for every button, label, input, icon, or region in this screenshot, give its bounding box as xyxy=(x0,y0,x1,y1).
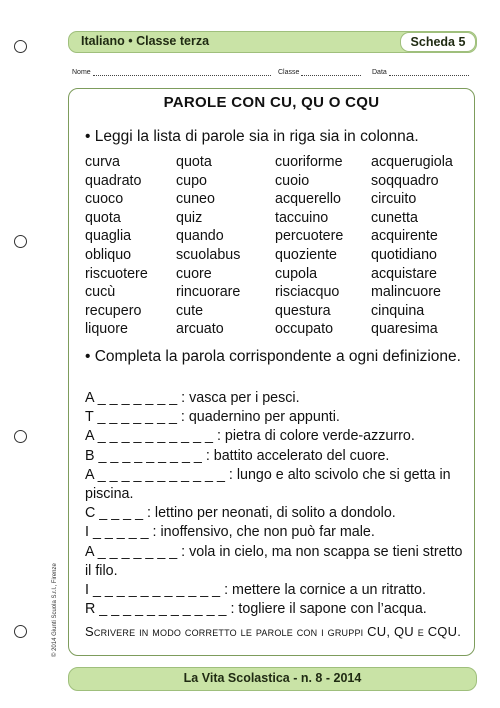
word-item: obliquo xyxy=(85,246,132,263)
word-item: taccuino xyxy=(275,209,329,226)
word-column-4 xyxy=(371,153,453,339)
word-item: cucù xyxy=(85,284,116,301)
definition-item: I _ _ _ _ _ : inoffensivo, che non può far male. xyxy=(85,524,375,541)
definition-item: C _ _ _ _ : lettino per neonati, di solito a dondolo. xyxy=(85,505,396,522)
name-field[interactable] xyxy=(72,68,271,76)
definition-item: A _ _ _ _ _ _ _ _ _ _ : pietra di colore verde-azzurro. xyxy=(85,428,415,445)
word-item: quaglia xyxy=(85,228,132,245)
word-item: quadrato xyxy=(85,172,142,189)
binder-hole xyxy=(14,40,27,53)
definition-item: I _ _ _ _ _ _ _ _ _ _ _ : mettere la cornice a un ritratto. xyxy=(85,582,426,599)
definition-item: A _ _ _ _ _ _ _ _ _ _ _ : lungo e alto scivolo che si getta in piscina. xyxy=(85,466,451,503)
class-field[interactable] xyxy=(278,68,361,76)
word-item: questura xyxy=(275,302,331,319)
word-item: acquirente xyxy=(371,228,438,245)
name-label: Nome xyxy=(72,69,91,76)
definition-item: R _ _ _ _ _ _ _ _ _ _ _ : togliere il sapone con l’acqua. xyxy=(85,601,427,618)
word-item: liquore xyxy=(85,321,128,338)
word-item: quando xyxy=(176,228,224,245)
copyright-text: © 2014 Giunti Scuola S.r.l., Firenze xyxy=(52,563,58,657)
word-item: quota xyxy=(176,154,212,170)
definitions-list xyxy=(85,389,470,619)
word-item: cuore xyxy=(176,265,212,282)
class-label: Classe xyxy=(278,69,300,76)
header-title: Italiano • Classe terza xyxy=(81,34,210,48)
word-item: cute xyxy=(176,302,204,319)
word-item: rincuorare xyxy=(176,284,241,301)
word-item: riscuotere xyxy=(85,265,148,282)
date-field[interactable] xyxy=(372,68,469,76)
word-item: acquerugiola xyxy=(371,154,453,170)
word-item: cunetta xyxy=(371,209,418,226)
word-item: curva xyxy=(85,154,120,170)
word-item: percuotere xyxy=(275,228,344,245)
definition-item: T _ _ _ _ _ _ _ : quadernino per appunti. xyxy=(85,409,340,426)
definition-item: B _ _ _ _ _ _ _ _ _ : battito accelerato del cuore. xyxy=(85,447,390,464)
word-item: acquerello xyxy=(275,191,341,208)
word-item: cuneo xyxy=(176,191,215,208)
binder-hole xyxy=(14,235,27,248)
word-item: acquistare xyxy=(371,265,437,282)
word-item: arcuato xyxy=(176,321,224,338)
sheet-number: Scheda 5 xyxy=(400,32,476,52)
word-item: malincuore xyxy=(371,284,441,301)
instruction-complete: • Completa la parola corrispondente a ogni definizione. xyxy=(85,348,461,365)
word-item: cinquina xyxy=(371,302,425,319)
word-item: scuolabus xyxy=(176,246,241,263)
binder-hole xyxy=(14,625,27,638)
definition-item: A _ _ _ _ _ _ _ : vola in cielo, ma non scappa se tieni stretto il filo. xyxy=(85,543,463,579)
word-item: cupo xyxy=(176,172,208,189)
word-item: occupato xyxy=(275,321,334,338)
word-column-3 xyxy=(275,153,343,339)
page-title: PAROLE CON CU, QU O CQU xyxy=(163,94,380,111)
word-item: cuoco xyxy=(85,191,124,208)
footer-bar: La Vita Scolastica - n. 8 - 2014 xyxy=(68,667,477,691)
word-item: recupero xyxy=(85,302,142,319)
word-item: soqquadro xyxy=(371,172,439,189)
header-bar xyxy=(68,31,477,53)
binder-hole xyxy=(14,430,27,443)
date-label: Data xyxy=(372,69,387,76)
word-item: cuoio xyxy=(275,172,310,189)
footer-note: Scrivere in modo corretto le parole con i gruppi CU, QU e CQU. xyxy=(85,624,462,639)
word-item: quota xyxy=(85,209,121,226)
word-column-1 xyxy=(85,153,148,339)
word-item: quotidiano xyxy=(371,246,437,263)
word-item: quoziente xyxy=(275,246,338,263)
word-column-2 xyxy=(176,153,240,339)
instruction-read: • Leggi la lista di parole sia in riga sia in colonna. xyxy=(85,128,419,145)
word-item: cupola xyxy=(275,265,318,282)
word-item: risciacquo xyxy=(275,284,340,301)
word-item: cuoriforme xyxy=(275,154,343,170)
word-item: quaresima xyxy=(371,321,438,338)
word-item: circuito xyxy=(371,191,417,208)
word-item: quiz xyxy=(176,209,203,226)
definition-item: A _ _ _ _ _ _ _ : vasca per i pesci. xyxy=(85,390,300,406)
